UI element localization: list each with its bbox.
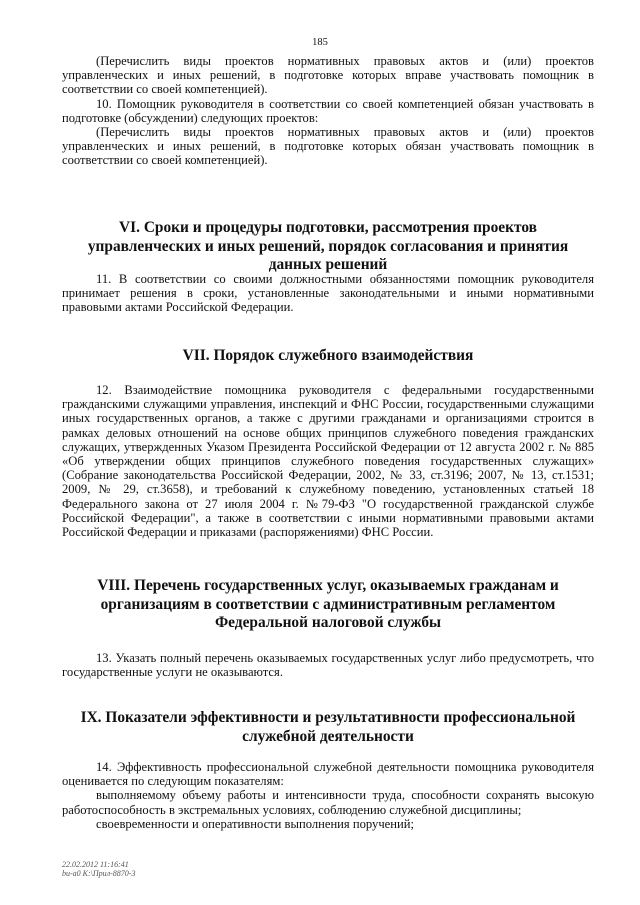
- paragraph-enumerate-right: (Перечислить виды проектов нормативных правовых актов и (или) проектов управленческих и иных решений, в подготовке которых вправе участвовать помощник в соответствии со своей компетенцией).: [62, 54, 594, 97]
- paragraph-10: 10. Помощник руководителя в соответствии со своей компетенцией обязан участвовать в подготовке (обсуждении) следующих проектов:: [62, 96, 594, 125]
- paragraph-criteria-timeliness: своевременности и оперативности выполнения поручений;: [96, 816, 414, 831]
- paragraph-14: 14. Эффективность профессиональной служебной деятельности помощника руководителя оценивается по следующим показателям:: [62, 760, 594, 789]
- paragraph-11: 11. В соответствии со своими должностными обязанностями помощник руководителя принимает решения в сроки, установленные законодательными и иными нормативными правовыми актами Российской Федерации.: [62, 272, 594, 315]
- footer-file-path: bu-a0 К:\Прил-8870-3: [62, 869, 136, 878]
- page-number: 185: [312, 37, 328, 48]
- section-9-body: [62, 760, 594, 831]
- section-6-heading: VI. Сроки и процедуры подготовки, рассмотрения проектов управленческих и иных решений, порядок согласования и принятия данных решений: [87, 219, 569, 273]
- paragraph-13: 13. Указать полный перечень оказываемых государственных услуг либо предусмотреть, что государственные услуги не оказываются.: [62, 651, 594, 680]
- section-9-heading: IX. Показатели эффективности и результативности профессиональной служебной деятельности: [80, 709, 576, 745]
- paragraph-criteria-volume: выполняемому объему работы и интенсивности труда, способности сохранять высокую работоспособность в экстремальных условиях, соблюдению служебной дисциплины;: [62, 788, 594, 817]
- section-6-body: [62, 272, 594, 315]
- section-8-body: [62, 651, 594, 679]
- section-7-body: [62, 383, 594, 539]
- section-7-heading: VII. Порядок служебного взаимодействия: [182, 347, 474, 364]
- footer-stamp: [62, 860, 135, 878]
- paragraph-12: 12. Взаимодействие помощника руководителя с федеральными государственными гражданскими служащими управления, инспекций и ФНС России, государственными служащими иных государственных органов, а также с другими гражданами и организациями строится в рамках деловых отношений на основе общих принципов служебного поведения гражданских служащих, утвержденных Указом Президента Российской Федерации от 12 августа 2002 г. № 885 «Об утверждении общих принципов служебного поведения государственных служащих» (Собрание законодательства Российской Федерации, 2002, № 33, ст.3196; 2007, № 13, ст.1531; 2009, № 29, ст.3658), и требований к служебному поведению, установленных статьей 18 Федерального закона от 27 июля 2004 г. №79-ФЗ "О государственной гражданской службе Российской Федерации", а также в соответствии с иными нормативными правовыми актами Российской Федерации и приказами (распоряжениями) ФНС России.: [62, 383, 594, 540]
- intro-block: [62, 54, 594, 168]
- section-8-heading: VIII. Перечень государственных услуг, оказываемых гражданам и организациям в соответствии с административным регламентом Федеральной налоговой службы: [97, 577, 559, 631]
- footer-timestamp: 22.02.2012 11:16:41: [62, 860, 129, 869]
- paragraph-enumerate-duty: (Перечислить виды проектов нормативных правовых актов и (или) проектов управленческих и иных решений, в подготовке которых обязан участвовать помощник в соответствии со своей компетенцией).: [62, 125, 594, 168]
